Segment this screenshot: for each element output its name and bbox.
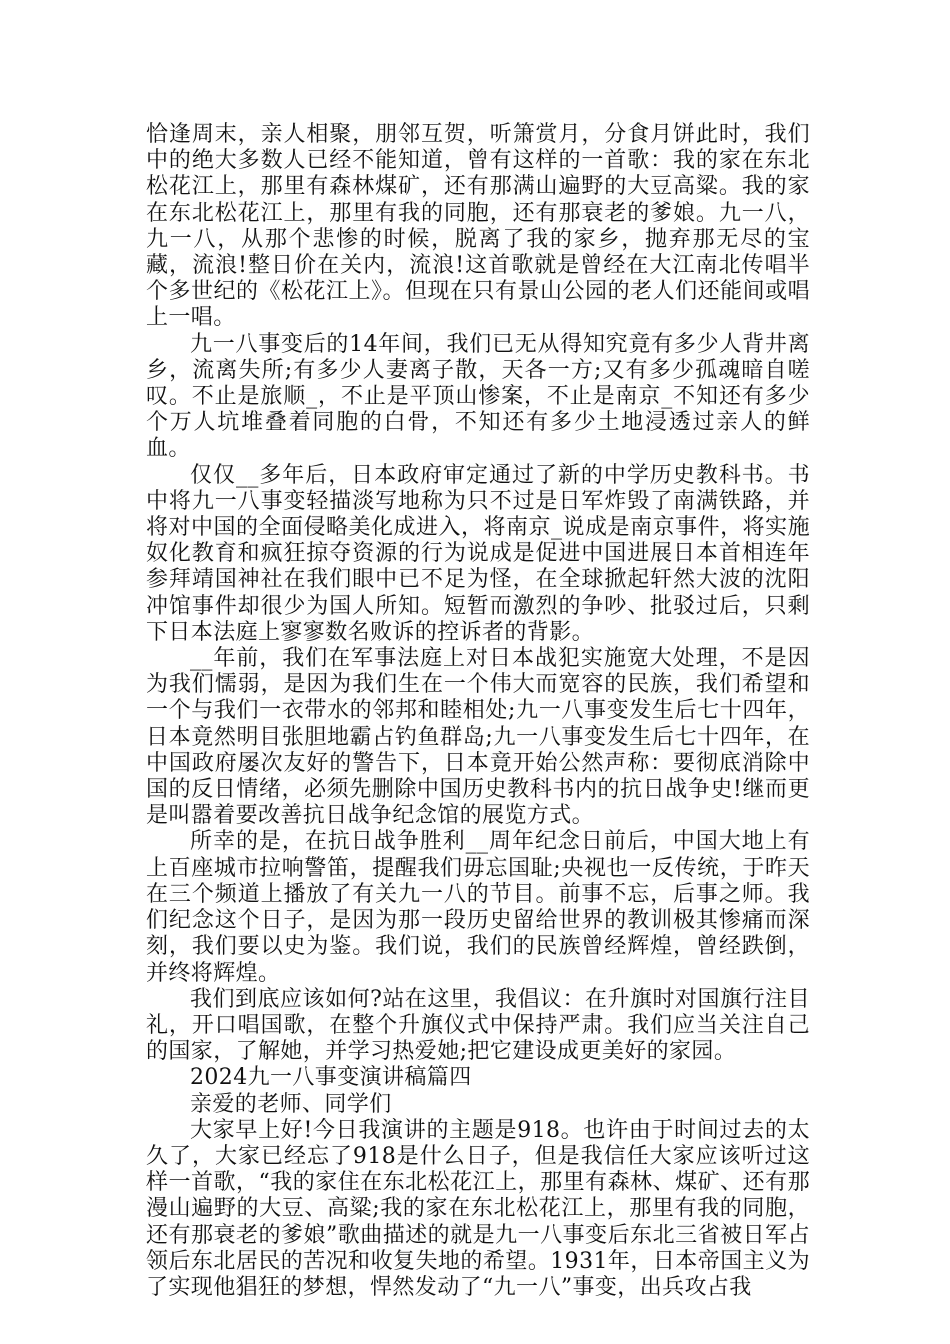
paragraph-casualties: 九一八事变后的14年间，我们已无从得知究竟有多少人背井离乡，流离失所;有多少人妻离子散，天各一方;又有多少孤魂暗自嗟叹。不止是旅顺_，不止是平顶山惨案，不止是南京_不知还有多少个万人坑堆叠着同胞的白骨，不知还有多少土地浸透过亲人的鲜血。 [146, 331, 810, 462]
paragraph-leniency: __年前，我们在军事法庭上对日本战犯实施宽大处理，不是因为我们懦弱，是因为我们生在一个伟大而宽容的民族，我们希望和一个与我们一衣带水的邻邦和睦相处;九一八事变发生后七十四年，日本竟然明目张胆地霸占钓鱼群岛;九一八事变发生后七十四年，在中国政府屡次友好的警告下，日本竟开始公然声称：要彻底消除中国的反日情绪，必须先删除中国历史教科书内的抗日战争史!继而更是叫嚣着要改善抗日战争纪念馆的展览方式。 [146, 646, 810, 829]
salutation: 亲爱的老师、同学们 [190, 1091, 392, 1117]
document-page [146, 122, 810, 1301]
paragraph-proposal: 我们到底应该如何?站在这里，我倡议：在升旗时对国旗行注目礼，开口唱国歌，在整个升旗仪式中保持严肃。我们应当关注自己的国家，了解她，并学习热爱她;把它建设成更美好的家园。 [146, 986, 810, 1065]
paragraph-commemoration: 所幸的是，在抗日战争胜利__周年纪念日前后，中国大地上有上百座城市拉响警笛，提醒我们毋忘国耻;央视也一反传统，于昨天在三个频道上播放了有关九一八的节目。前事不忘，后事之师。我们纪念这个日子，是因为那一段历史留给世界的教训极其惨痛而深刻，我们要以史为鉴。我们说，我们的民族曾经辉煌，曾经跌倒，并终将辉煌。 [146, 829, 810, 986]
paragraph-speech-opening: 大家早上好!今日我演讲的主题是918。也许由于时间过去的太久了，大家已经忘了918是什么日子，但是我信任大家应该听过这样一首歌，“我的家住在东北松花江上，那里有森林、煤矿、还有那漫山遍野的大豆、高粱;我的家在东北松花江上，那里有我的同胞，还有那衰老的爹娘”歌曲描述的就是九一八事变后东北三省被日军占领后东北居民的苦况和收复失地的希望。1931年，日本帝国主义为了实现他猖狂的梦想，悍然发动了“九一八”事变，出兵攻占我 [146, 1117, 810, 1300]
paragraph-textbook: 仅仅__多年后，日本政府审定通过了新的中学历史教科书。书中将九一八事变轻描淡写地称为只不过是日军炸毁了南满铁路，并将对中国的全面侵略美化成进入，将南京_说成是南京事件，将实施奴化教育和疯狂掠夺资源的行为说成是促进中国进展日本首相连年参拜靖国神社在我们眼中已不足为怪，在全球掀起轩然大波的沈阳冲馆事件却很少为国人所知。短暂而激烈的争吵、批驳过后，只剩下日本法庭上寥寥数名败诉的控诉者的背影。 [146, 462, 810, 645]
section-title: 2024九一八事变演讲稿篇四 [190, 1065, 472, 1091]
paragraph-intro: 恰逢周末，亲人相聚，朋邻互贺，听箫赏月，分食月饼此时，我们中的绝大多数人已经不能知道，曾有这样的一首歌：我的家在东北松花江上，那里有森林煤矿，还有那满山遍野的大豆高粱。我的家在东北松花江上，那里有我的同胞，还有那衰老的爹娘。九一八，九一八，从那个悲惨的时候，脱离了我的家乡，抛弃那无尽的宝藏，流浪!整日价在关内，流浪!这首歌就是曾经在大江南北传唱半个多世纪的《松花江上》。但现在只有景山公园的老人们还能间或唱上一唱。 [146, 122, 810, 331]
